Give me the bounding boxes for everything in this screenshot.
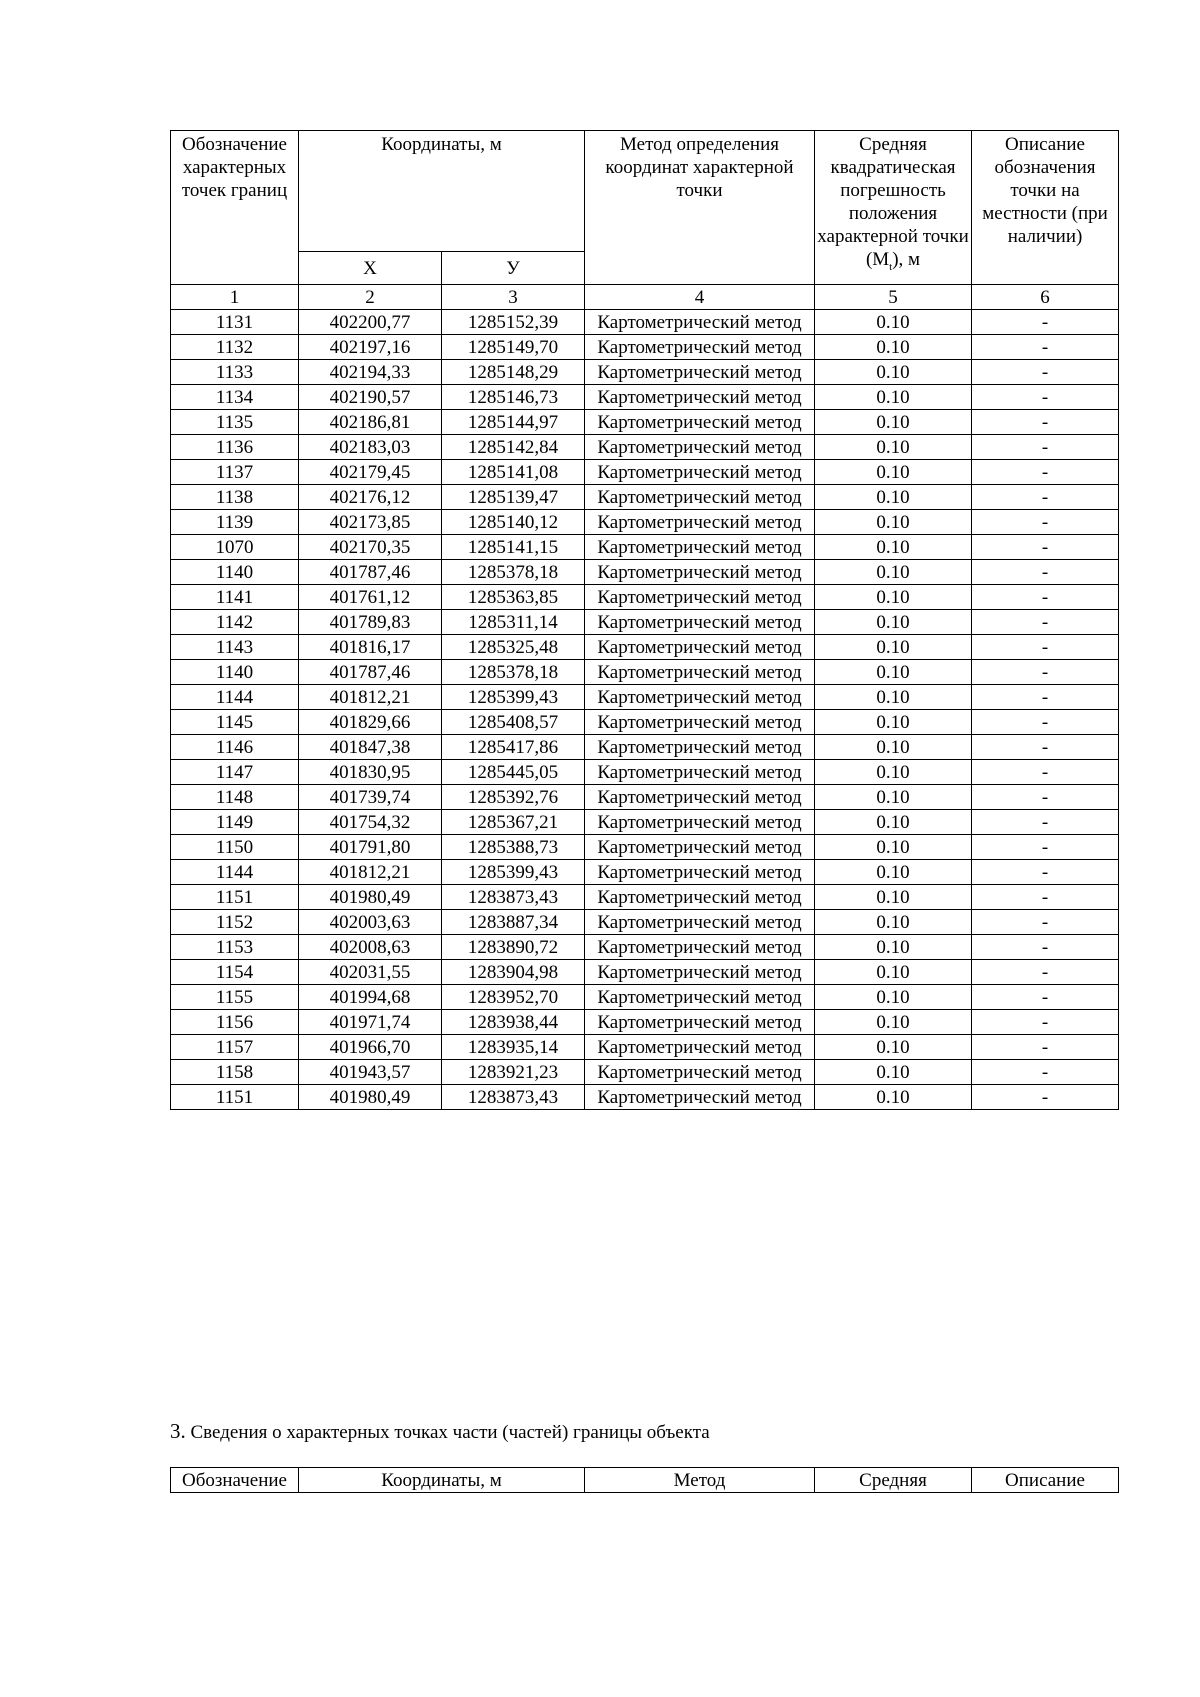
table-row xyxy=(171,635,1119,660)
point-id-cell: 1148 xyxy=(171,785,299,810)
header-description: Описание обозначения точки на местности (при наличии) xyxy=(972,131,1119,285)
description-cell: - xyxy=(972,910,1119,935)
error-cell: 0.10 xyxy=(815,885,972,910)
method-cell: Картометрический метод xyxy=(585,435,815,460)
y-cell: 1283887,34 xyxy=(442,910,585,935)
table-row xyxy=(171,1010,1119,1035)
description-cell: - xyxy=(972,710,1119,735)
error-cell: 0.10 xyxy=(815,935,972,960)
error-cell: 0.10 xyxy=(815,635,972,660)
point-id-cell: 1141 xyxy=(171,585,299,610)
table-row xyxy=(171,485,1119,510)
error-cell: 0.10 xyxy=(815,1010,972,1035)
x-cell: 401980,49 xyxy=(299,885,442,910)
method-cell: Картометрический метод xyxy=(585,1085,815,1110)
x-cell: 401994,68 xyxy=(299,985,442,1010)
table-row xyxy=(171,860,1119,885)
method-cell: Картометрический метод xyxy=(585,535,815,560)
table-row xyxy=(171,610,1119,635)
x-cell: 402031,55 xyxy=(299,960,442,985)
section-heading xyxy=(170,1419,710,1444)
x-cell: 401789,83 xyxy=(299,610,442,635)
table-row xyxy=(171,760,1119,785)
error-cell: 0.10 xyxy=(815,735,972,760)
y-cell: 1285141,15 xyxy=(442,535,585,560)
x-cell: 402190,57 xyxy=(299,385,442,410)
table-row xyxy=(171,385,1119,410)
x-cell: 402200,77 xyxy=(299,310,442,335)
header-designation: Обозначение xyxy=(171,1468,299,1493)
error-cell: 0.10 xyxy=(815,985,972,1010)
table-row xyxy=(171,410,1119,435)
error-cell: 0.10 xyxy=(815,660,972,685)
description-cell: - xyxy=(972,635,1119,660)
error-cell: 0.10 xyxy=(815,535,972,560)
point-id-cell: 1132 xyxy=(171,335,299,360)
point-id-cell: 1144 xyxy=(171,860,299,885)
point-id-cell: 1152 xyxy=(171,910,299,935)
x-cell: 401847,38 xyxy=(299,735,442,760)
description-cell: - xyxy=(972,385,1119,410)
method-cell: Картометрический метод xyxy=(585,360,815,385)
table-row xyxy=(171,835,1119,860)
point-id-cell: 1140 xyxy=(171,660,299,685)
x-cell: 401739,74 xyxy=(299,785,442,810)
y-cell: 1283935,14 xyxy=(442,1035,585,1060)
x-cell: 401966,70 xyxy=(299,1035,442,1060)
x-cell: 401812,21 xyxy=(299,685,442,710)
method-cell: Картометрический метод xyxy=(585,510,815,535)
description-cell: - xyxy=(972,810,1119,835)
error-cell: 0.10 xyxy=(815,310,972,335)
description-cell: - xyxy=(972,335,1119,360)
x-cell: 402194,33 xyxy=(299,360,442,385)
boundary-points-table xyxy=(170,130,1119,1110)
error-cell: 0.10 xyxy=(815,560,972,585)
point-id-cell: 1142 xyxy=(171,610,299,635)
error-cell: 0.10 xyxy=(815,1060,972,1085)
header-error-sub: t xyxy=(889,260,893,273)
point-id-cell: 1134 xyxy=(171,385,299,410)
y-cell: 1285149,70 xyxy=(442,335,585,360)
error-cell: 0.10 xyxy=(815,360,972,385)
y-cell: 1285399,43 xyxy=(442,685,585,710)
point-id-cell: 1150 xyxy=(171,835,299,860)
method-cell: Картометрический метод xyxy=(585,660,815,685)
point-id-cell: 1146 xyxy=(171,735,299,760)
y-cell: 1285367,21 xyxy=(442,810,585,835)
table-row xyxy=(171,1035,1119,1060)
point-id-cell: 1144 xyxy=(171,685,299,710)
header-error: Средняя xyxy=(815,1468,972,1493)
table-row xyxy=(171,585,1119,610)
y-cell: 1285142,84 xyxy=(442,435,585,460)
part-boundary-points-table xyxy=(170,1467,1119,1493)
point-id-cell: 1135 xyxy=(171,410,299,435)
point-id-cell: 1138 xyxy=(171,485,299,510)
description-cell: - xyxy=(972,610,1119,635)
table-row xyxy=(171,785,1119,810)
table-row xyxy=(171,560,1119,585)
column-number: 2 xyxy=(299,285,442,310)
description-cell: - xyxy=(972,1035,1119,1060)
table-row xyxy=(171,660,1119,685)
error-cell: 0.10 xyxy=(815,610,972,635)
point-id-cell: 1147 xyxy=(171,760,299,785)
table-row xyxy=(171,810,1119,835)
description-cell: - xyxy=(972,560,1119,585)
header-y: У xyxy=(442,252,585,285)
header-method: Метод определения координат характерной точки xyxy=(585,131,815,285)
description-cell: - xyxy=(972,460,1119,485)
x-cell: 402186,81 xyxy=(299,410,442,435)
y-cell: 1283904,98 xyxy=(442,960,585,985)
x-cell: 401971,74 xyxy=(299,1010,442,1035)
method-cell: Картометрический метод xyxy=(585,835,815,860)
description-cell: - xyxy=(972,885,1119,910)
error-cell: 0.10 xyxy=(815,435,972,460)
point-id-cell: 1153 xyxy=(171,935,299,960)
x-cell: 401791,80 xyxy=(299,835,442,860)
y-cell: 1285388,73 xyxy=(442,835,585,860)
error-cell: 0.10 xyxy=(815,485,972,510)
description-cell: - xyxy=(972,1085,1119,1110)
point-id-cell: 1145 xyxy=(171,710,299,735)
y-cell: 1285378,18 xyxy=(442,560,585,585)
x-cell: 402003,63 xyxy=(299,910,442,935)
description-cell: - xyxy=(972,860,1119,885)
y-cell: 1285140,12 xyxy=(442,510,585,535)
error-cell: 0.10 xyxy=(815,860,972,885)
error-cell: 0.10 xyxy=(815,685,972,710)
error-cell: 0.10 xyxy=(815,1085,972,1110)
x-cell: 401787,46 xyxy=(299,660,442,685)
point-id-cell: 1136 xyxy=(171,435,299,460)
header-coordinates: Координаты, м xyxy=(299,131,585,252)
table-row xyxy=(171,735,1119,760)
x-cell: 401761,12 xyxy=(299,585,442,610)
table-row xyxy=(171,935,1119,960)
description-cell: - xyxy=(972,685,1119,710)
method-cell: Картометрический метод xyxy=(585,385,815,410)
description-cell: - xyxy=(972,735,1119,760)
x-cell: 401816,17 xyxy=(299,635,442,660)
header-description: Описание xyxy=(972,1468,1119,1493)
header-error-text: Средняя квадратическая погрешность положения характерной точки (М xyxy=(817,134,969,270)
error-cell: 0.10 xyxy=(815,835,972,860)
method-cell: Картометрический метод xyxy=(585,935,815,960)
point-id-cell: 1137 xyxy=(171,460,299,485)
table-row xyxy=(171,985,1119,1010)
table-row xyxy=(171,710,1119,735)
table-row xyxy=(171,885,1119,910)
x-cell: 402173,85 xyxy=(299,510,442,535)
error-cell: 0.10 xyxy=(815,760,972,785)
x-cell: 401980,49 xyxy=(299,1085,442,1110)
description-cell: - xyxy=(972,485,1119,510)
method-cell: Картометрический метод xyxy=(585,785,815,810)
table-row xyxy=(171,1060,1119,1085)
table-row xyxy=(171,1085,1119,1110)
y-cell: 1283873,43 xyxy=(442,1085,585,1110)
x-cell: 401943,57 xyxy=(299,1060,442,1085)
point-id-cell: 1070 xyxy=(171,535,299,560)
y-cell: 1285141,08 xyxy=(442,460,585,485)
x-cell: 401830,95 xyxy=(299,760,442,785)
error-cell: 0.10 xyxy=(815,960,972,985)
point-id-cell: 1151 xyxy=(171,1085,299,1110)
method-cell: Картометрический метод xyxy=(585,960,815,985)
column-number: 1 xyxy=(171,285,299,310)
y-cell: 1283873,43 xyxy=(442,885,585,910)
y-cell: 1283938,44 xyxy=(442,1010,585,1035)
column-number: 3 xyxy=(442,285,585,310)
error-cell: 0.10 xyxy=(815,785,972,810)
y-cell: 1283890,72 xyxy=(442,935,585,960)
error-cell: 0.10 xyxy=(815,1035,972,1060)
y-cell: 1285325,48 xyxy=(442,635,585,660)
y-cell: 1285363,85 xyxy=(442,585,585,610)
table-row xyxy=(171,460,1119,485)
method-cell: Картометрический метод xyxy=(585,685,815,710)
header-coordinates: Координаты, м xyxy=(299,1468,585,1493)
method-cell: Картометрический метод xyxy=(585,1035,815,1060)
y-cell: 1283921,23 xyxy=(442,1060,585,1085)
method-cell: Картометрический метод xyxy=(585,760,815,785)
method-cell: Картометрический метод xyxy=(585,985,815,1010)
description-cell: - xyxy=(972,585,1119,610)
description-cell: - xyxy=(972,935,1119,960)
table-row xyxy=(171,910,1119,935)
method-cell: Картометрический метод xyxy=(585,910,815,935)
method-cell: Картометрический метод xyxy=(585,410,815,435)
method-cell: Картометрический метод xyxy=(585,485,815,510)
y-cell: 1285144,97 xyxy=(442,410,585,435)
error-cell: 0.10 xyxy=(815,385,972,410)
y-cell: 1283952,70 xyxy=(442,985,585,1010)
description-cell: - xyxy=(972,360,1119,385)
error-cell: 0.10 xyxy=(815,510,972,535)
description-cell: - xyxy=(972,510,1119,535)
point-id-cell: 1149 xyxy=(171,810,299,835)
method-cell: Картометрический метод xyxy=(585,560,815,585)
method-cell: Картометрический метод xyxy=(585,635,815,660)
error-cell: 0.10 xyxy=(815,585,972,610)
table-row xyxy=(171,360,1119,385)
description-cell: - xyxy=(972,660,1119,685)
point-id-cell: 1157 xyxy=(171,1035,299,1060)
header-error xyxy=(815,131,972,285)
x-cell: 402170,35 xyxy=(299,535,442,560)
header-x: Х xyxy=(299,252,442,285)
section-title: Сведения о характерных точках части (частей) границы объекта xyxy=(190,1422,710,1443)
header-method: Метод xyxy=(585,1468,815,1493)
table-row xyxy=(171,435,1119,460)
y-cell: 1285408,57 xyxy=(442,710,585,735)
description-cell: - xyxy=(972,985,1119,1010)
point-id-cell: 1140 xyxy=(171,560,299,585)
description-cell: - xyxy=(972,535,1119,560)
error-cell: 0.10 xyxy=(815,710,972,735)
method-cell: Картометрический метод xyxy=(585,460,815,485)
method-cell: Картометрический метод xyxy=(585,310,815,335)
table-row xyxy=(171,310,1119,335)
description-cell: - xyxy=(972,1060,1119,1085)
method-cell: Картометрический метод xyxy=(585,585,815,610)
error-cell: 0.10 xyxy=(815,410,972,435)
description-cell: - xyxy=(972,760,1119,785)
header-designation: Обозначение характерных точек границ xyxy=(171,131,299,285)
x-cell: 401787,46 xyxy=(299,560,442,585)
method-cell: Картометрический метод xyxy=(585,735,815,760)
error-cell: 0.10 xyxy=(815,910,972,935)
table-row xyxy=(171,685,1119,710)
method-cell: Картометрический метод xyxy=(585,335,815,360)
error-cell: 0.10 xyxy=(815,335,972,360)
y-cell: 1285139,47 xyxy=(442,485,585,510)
header-error-tail: ), м xyxy=(892,249,921,270)
point-id-cell: 1139 xyxy=(171,510,299,535)
column-number-row xyxy=(171,285,1119,310)
method-cell: Картометрический метод xyxy=(585,860,815,885)
point-id-cell: 1155 xyxy=(171,985,299,1010)
point-id-cell: 1158 xyxy=(171,1060,299,1085)
point-id-cell: 1143 xyxy=(171,635,299,660)
table-row xyxy=(171,535,1119,560)
description-cell: - xyxy=(972,785,1119,810)
table-body xyxy=(171,310,1119,1110)
y-cell: 1285445,05 xyxy=(442,760,585,785)
x-cell: 402183,03 xyxy=(299,435,442,460)
point-id-cell: 1154 xyxy=(171,960,299,985)
error-cell: 0.10 xyxy=(815,460,972,485)
method-cell: Картометрический метод xyxy=(585,710,815,735)
method-cell: Картометрический метод xyxy=(585,610,815,635)
y-cell: 1285311,14 xyxy=(442,610,585,635)
x-cell: 402179,45 xyxy=(299,460,442,485)
description-cell: - xyxy=(972,435,1119,460)
method-cell: Картометрический метод xyxy=(585,1060,815,1085)
column-number: 5 xyxy=(815,285,972,310)
y-cell: 1285152,39 xyxy=(442,310,585,335)
point-id-cell: 1133 xyxy=(171,360,299,385)
description-cell: - xyxy=(972,835,1119,860)
table-row xyxy=(171,510,1119,535)
method-cell: Картометрический метод xyxy=(585,810,815,835)
y-cell: 1285148,29 xyxy=(442,360,585,385)
y-cell: 1285146,73 xyxy=(442,385,585,410)
x-cell: 402176,12 xyxy=(299,485,442,510)
y-cell: 1285378,18 xyxy=(442,660,585,685)
x-cell: 402008,63 xyxy=(299,935,442,960)
description-cell: - xyxy=(972,410,1119,435)
section-number: 3. xyxy=(170,1419,186,1443)
column-number: 4 xyxy=(585,285,815,310)
method-cell: Картометрический метод xyxy=(585,1010,815,1035)
point-id-cell: 1151 xyxy=(171,885,299,910)
x-cell: 402197,16 xyxy=(299,335,442,360)
description-cell: - xyxy=(972,310,1119,335)
y-cell: 1285392,76 xyxy=(442,785,585,810)
table-row xyxy=(171,960,1119,985)
y-cell: 1285399,43 xyxy=(442,860,585,885)
description-cell: - xyxy=(972,960,1119,985)
error-cell: 0.10 xyxy=(815,810,972,835)
x-cell: 401829,66 xyxy=(299,710,442,735)
description-cell: - xyxy=(972,1010,1119,1035)
column-number: 6 xyxy=(972,285,1119,310)
point-id-cell: 1131 xyxy=(171,310,299,335)
y-cell: 1285417,86 xyxy=(442,735,585,760)
point-id-cell: 1156 xyxy=(171,1010,299,1035)
table-row xyxy=(171,335,1119,360)
x-cell: 401754,32 xyxy=(299,810,442,835)
x-cell: 401812,21 xyxy=(299,860,442,885)
method-cell: Картометрический метод xyxy=(585,885,815,910)
